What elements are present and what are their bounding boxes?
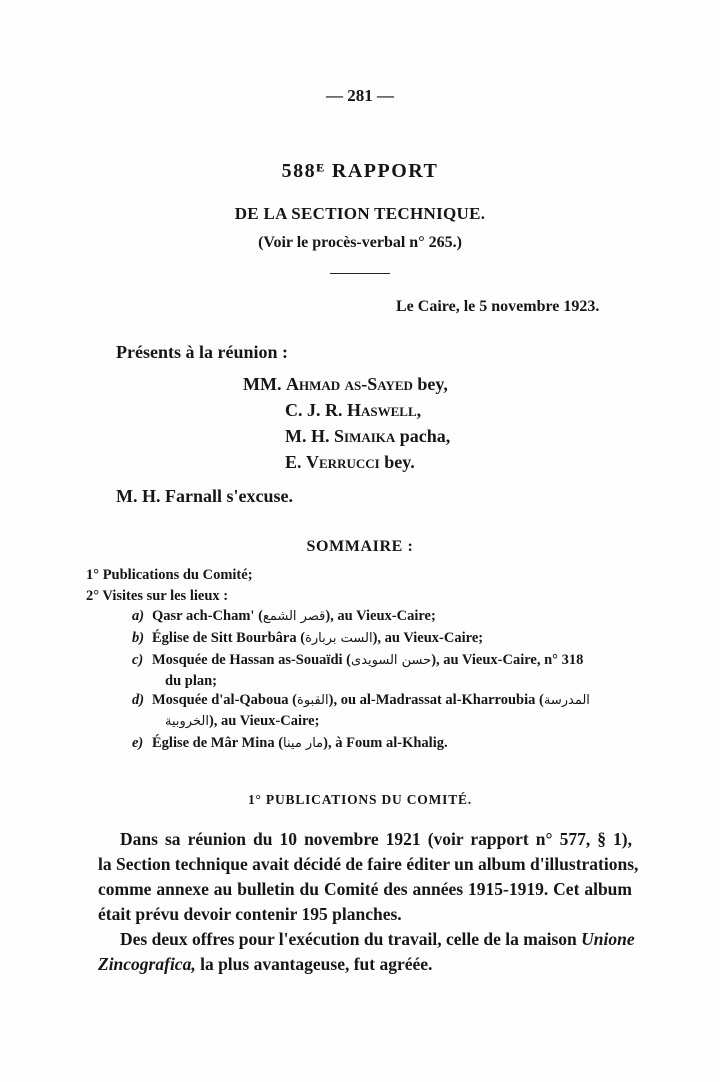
visit-item [132,652,583,669]
member-suffix: bey. [379,452,415,472]
summary-number: 1° [86,567,100,583]
visit-item [132,735,448,752]
body-text: Des deux offres pour l'exécution du travail, celle de la maison [120,929,577,949]
visit-text: ), au Vieux-Caire; [372,630,484,646]
arabic-name: القبوة [297,693,329,708]
arabic-name: مار مينا [283,736,324,751]
section-heading: 1° PUBLICATIONS DU COMITÉ. [248,792,472,807]
member-prefix: C. J. R. [285,400,347,420]
arabic-name: حسن السويدى [351,653,432,668]
arabic-name: قصر الشمع [262,609,326,624]
visit-label: e) [132,735,144,751]
body-line: comme annexe au bulletin du Comité des années 1915-1919. Cet album [98,879,632,899]
member-suffix: pacha, [395,426,451,446]
visit-text: ), ou al-Madrassat al-Kharroubia ( [328,692,544,708]
body-text: la plus avantageuse, fut agréée. [195,954,433,974]
visit-text: Qasr ach-Cham' ( [152,608,263,624]
summary-number: 2° [86,588,100,604]
company-name: Zincografica, [98,954,196,974]
member-prefix: E. [285,452,307,472]
member-name: Verrucci [306,452,380,472]
member-prefix: M. H. [285,426,334,446]
member-line [285,400,421,421]
excuse-line: M. H. Farnall s'excuse. [116,486,293,506]
visit-label: c) [132,652,144,668]
visit-continuation: du plan; [165,673,217,689]
report-reference: (Voir le procès-verbal n° 265.) [258,234,462,251]
visit-item [132,608,436,625]
summary-text: Publications du Comité; [99,567,253,583]
summary-text: Visites sur les lieux : [99,588,229,604]
report-title: 588ᴱ RAPPORT [281,160,439,182]
member-line [285,452,415,473]
visit-text: Église de Mâr Mina ( [152,735,284,751]
member-line [285,426,450,447]
page-number: — 281 — [326,86,394,105]
member-suffix: bey, [412,374,448,394]
visit-continuation [165,713,319,730]
report-subtitle: DE LA SECTION TECHNIQUE. [234,204,486,223]
body-line [98,954,632,975]
arabic-name: الخروبية [165,714,209,729]
arabic-name: المدرسة [543,693,590,708]
arabic-name: الست بربارة [305,631,373,646]
member-line [243,374,448,395]
member-name: Ahmad as-Sayed [285,374,413,394]
sommaire-heading: SOMMAIRE : [306,538,414,555]
visit-label: d) [132,692,145,708]
body-line: était prévu devoir contenir 195 planches. [98,904,402,924]
summary-item [86,588,228,605]
summary-item [86,567,253,584]
visit-text: Église de Sitt Bourbâra ( [152,630,306,646]
body-line [120,929,635,950]
member-name: Haswell [347,400,417,420]
member-prefix: MM. [243,374,286,394]
company-name: Unione [581,929,635,949]
visit-text: ), au Vieux-Caire; [325,608,436,624]
body-line: Dans sa réunion du 10 novembre 1921 (voir rapport n° 577, § 1), [120,829,632,849]
title-divider [330,273,390,274]
visit-text: ), à Foum al-Khalig. [323,735,448,751]
dateline: Le Caire, le 5 novembre 1923. [396,298,600,315]
visit-text: ), au Vieux-Caire; [208,713,320,729]
body-line: la Section technique avait décidé de faire éditer un album d'illustrations, [98,854,639,874]
member-suffix: , [416,400,422,420]
visit-text: Mosquée de Hassan as-Souaïdi ( [152,652,352,668]
presents-label: Présents à la réunion : [116,342,288,362]
visit-text: ), au Vieux-Caire, n° 318 [431,652,584,668]
visit-text: Mosquée d'al-Qaboua ( [152,692,298,708]
member-name: Simaika [334,426,396,446]
visit-label: b) [132,630,145,646]
visit-item [132,692,590,709]
visit-label: a) [132,608,145,624]
visit-item [132,630,483,647]
